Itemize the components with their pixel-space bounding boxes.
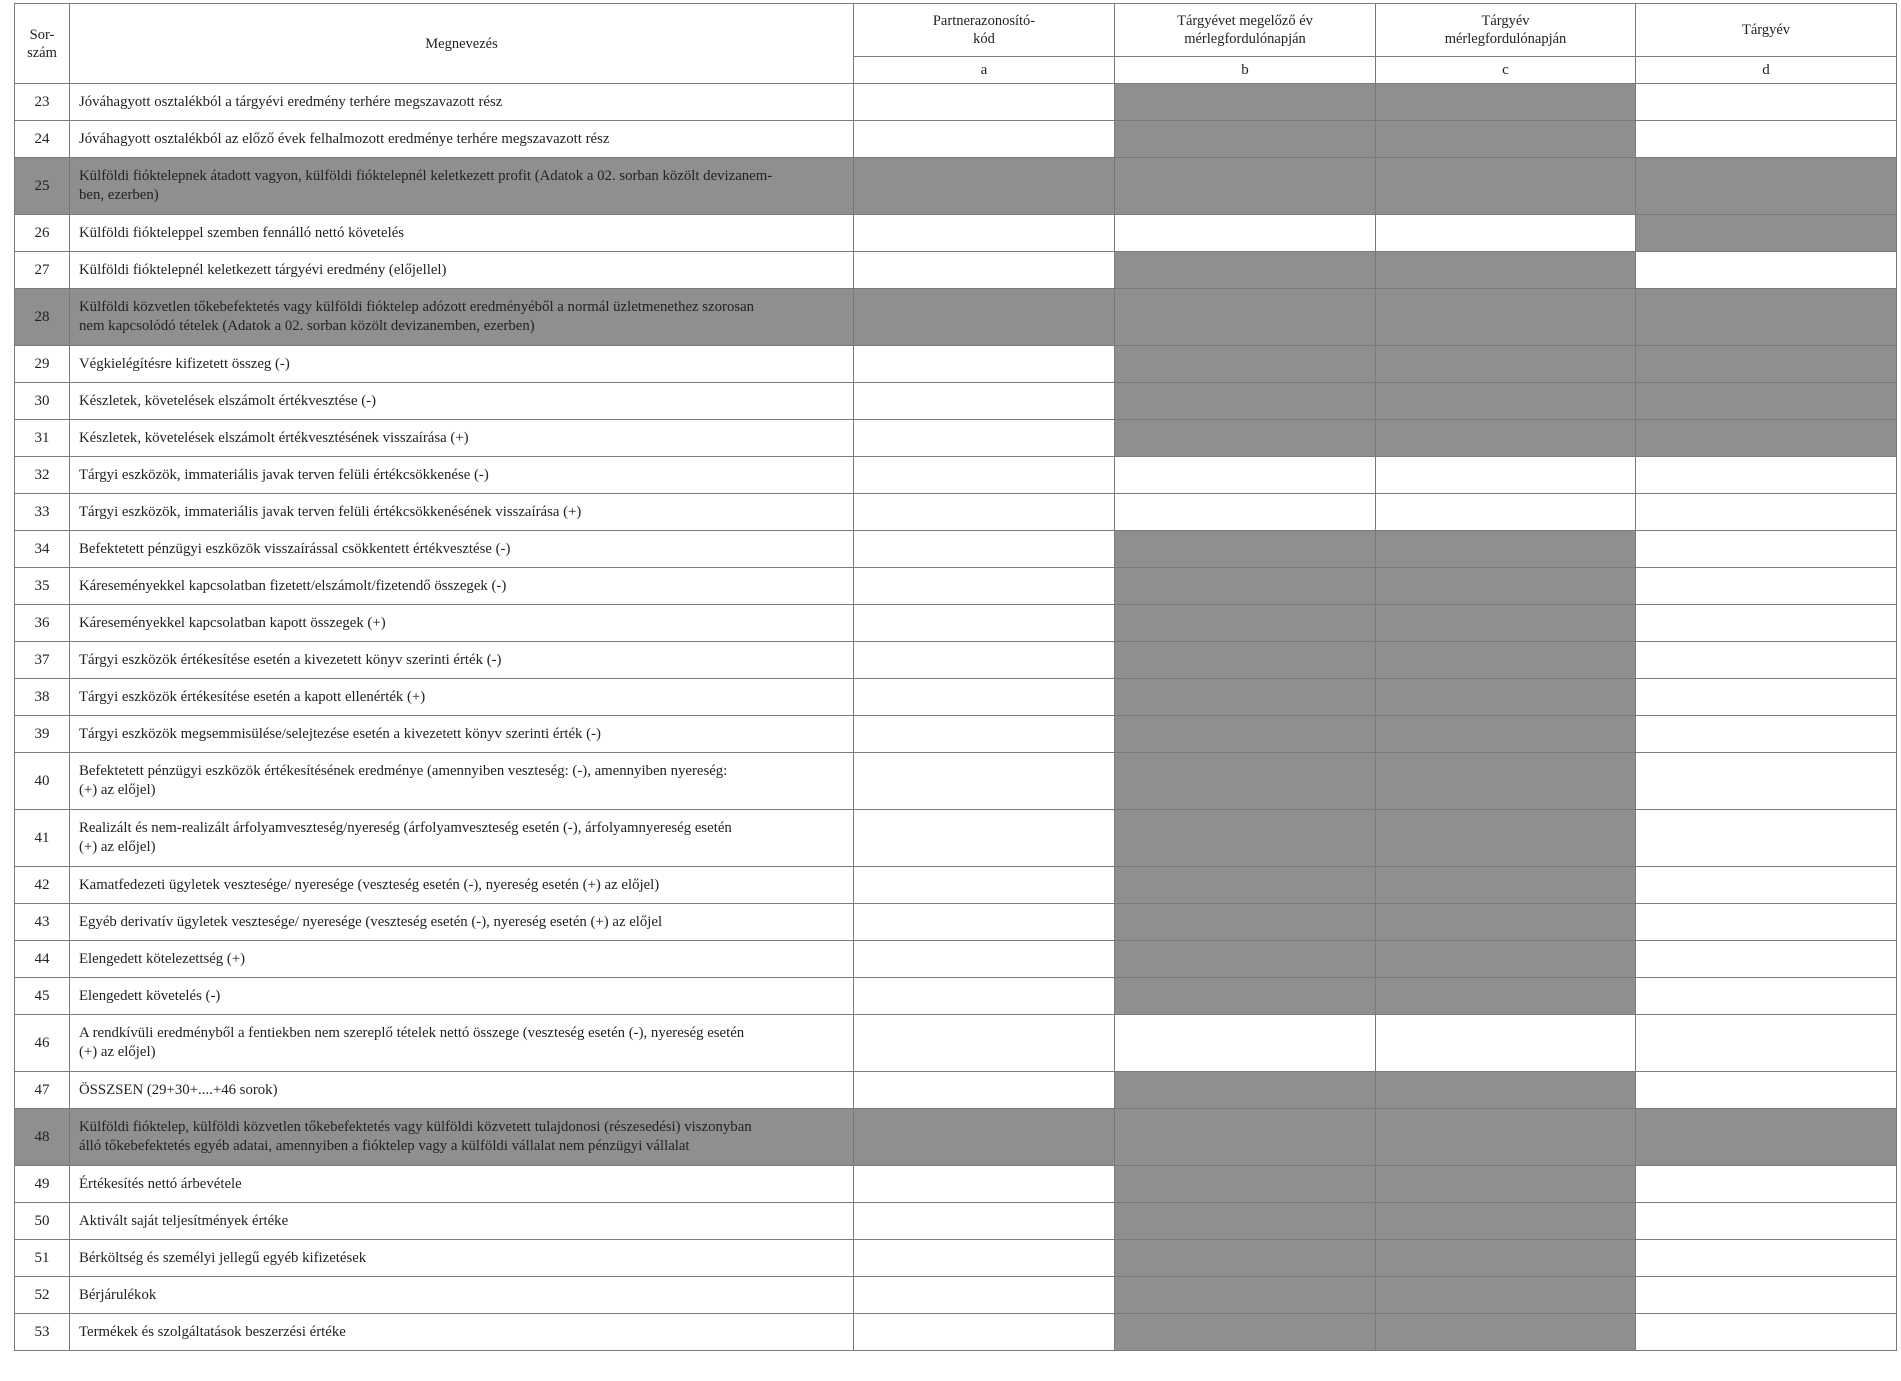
cell-col-a-input[interactable]: [854, 457, 1115, 494]
table-row: [15, 1166, 1897, 1203]
cell-col-b-shaded: [1115, 978, 1376, 1015]
row-description: Külföldi fióktelep, külföldi közvetlen tőkebefektetés vagy külföldi közvetett tulajdonosi (részesedési) viszonyban álló tőkebefektetés egyéb adatai, amennyiben a fióktelep vagy a külföldi vállalat nem pénzügyi vállalat: [70, 1109, 854, 1166]
cell-col-a-input[interactable]: [854, 84, 1115, 121]
row-number: 24: [15, 121, 70, 158]
row-number: 40: [15, 753, 70, 810]
row-number: 39: [15, 716, 70, 753]
table-row: [15, 1277, 1897, 1314]
cell-col-a-input[interactable]: [854, 753, 1115, 810]
row-description: Befektetett pénzügyi eszközök visszaírással csökkentett értékvesztése (-): [70, 531, 854, 568]
header-col-d: Tárgyév: [1636, 4, 1897, 57]
row-description: A rendkívüli eredményből a fentiekben nem szereplő tételek nettó összege (veszteség esetén (-), nyereség esetén (+) az előjel): [70, 1015, 854, 1072]
row-description: Kamatfedezeti ügyletek vesztesége/ nyeresége (veszteség esetén (-), nyereség esetén (+) az előjel): [70, 867, 854, 904]
table-row: [15, 904, 1897, 941]
cell-col-d-input[interactable]: [1636, 531, 1897, 568]
cell-col-a-input[interactable]: [854, 978, 1115, 1015]
cell-col-b-shaded: [1115, 867, 1376, 904]
cell-col-b-input[interactable]: [1115, 1015, 1376, 1072]
row-description: Tárgyi eszközök értékesítése esetén a kivezetett könyv szerinti érték (-): [70, 642, 854, 679]
cell-col-a-input[interactable]: [854, 383, 1115, 420]
cell-col-b-input[interactable]: [1115, 494, 1376, 531]
row-description: Tárgyi eszközök értékesítése esetén a kapott ellenérték (+): [70, 679, 854, 716]
cell-col-a-input[interactable]: [854, 1166, 1115, 1203]
table-row: [15, 215, 1897, 252]
header-description: Megnevezés: [70, 4, 854, 84]
table-row: [15, 383, 1897, 420]
cell-col-b-shaded: [1115, 1072, 1376, 1109]
table-row: [15, 810, 1897, 867]
cell-col-a-input[interactable]: [854, 215, 1115, 252]
cell-col-c-shaded: [1376, 1203, 1636, 1240]
cell-col-d-input[interactable]: [1636, 457, 1897, 494]
cell-col-c-shaded: [1376, 1277, 1636, 1314]
cell-col-b-shaded: [1115, 289, 1376, 346]
row-number: 34: [15, 531, 70, 568]
cell-col-c-shaded: [1376, 1166, 1636, 1203]
cell-col-d-input[interactable]: [1636, 1240, 1897, 1277]
cell-col-d-input[interactable]: [1636, 679, 1897, 716]
cell-col-c-shaded: [1376, 289, 1636, 346]
table-row: [15, 457, 1897, 494]
row-number: 28: [15, 289, 70, 346]
row-number: 38: [15, 679, 70, 716]
cell-col-a-shaded: [854, 1109, 1115, 1166]
cell-col-d-input[interactable]: [1636, 121, 1897, 158]
header-col-a: Partnerazonosító- kód: [854, 4, 1115, 57]
table-row: [15, 568, 1897, 605]
cell-col-b-shaded: [1115, 568, 1376, 605]
cell-col-a-input[interactable]: [854, 420, 1115, 457]
header-letter-d: d: [1636, 57, 1897, 84]
cell-col-a-input[interactable]: [854, 1072, 1115, 1109]
cell-col-a-input[interactable]: [854, 941, 1115, 978]
cell-col-c-input[interactable]: [1376, 457, 1636, 494]
cell-col-b-input[interactable]: [1115, 457, 1376, 494]
cell-col-d-input[interactable]: [1636, 84, 1897, 121]
row-number: 41: [15, 810, 70, 867]
row-number: 35: [15, 568, 70, 605]
cell-col-b-shaded: [1115, 346, 1376, 383]
header-row-number: Sor- szám: [15, 4, 70, 84]
cell-col-b-shaded: [1115, 252, 1376, 289]
row-description: Bérjárulékok: [70, 1277, 854, 1314]
cell-col-c-shaded: [1376, 1109, 1636, 1166]
row-description: Realizált és nem-realizált árfolyamveszteség/nyereség (árfolyamveszteség esetén (-), árfolyamnyereség esetén (+) az előjel): [70, 810, 854, 867]
row-number: 46: [15, 1015, 70, 1072]
cell-col-d-shaded: [1636, 383, 1897, 420]
row-number: 26: [15, 215, 70, 252]
header-letter-b: b: [1115, 57, 1376, 84]
cell-col-a-shaded: [854, 289, 1115, 346]
cell-col-c-shaded: [1376, 1240, 1636, 1277]
table-row: [15, 1015, 1897, 1072]
cell-col-c-shaded: [1376, 84, 1636, 121]
cell-col-d-input[interactable]: [1636, 941, 1897, 978]
cell-col-d-input[interactable]: [1636, 1277, 1897, 1314]
row-number: 29: [15, 346, 70, 383]
row-description: Egyéb derivatív ügyletek vesztesége/ nyeresége (veszteség esetén (-), nyereség esetén (+) az előjel: [70, 904, 854, 941]
cell-col-a-shaded: [854, 158, 1115, 215]
row-number: 48: [15, 1109, 70, 1166]
row-number: 42: [15, 867, 70, 904]
row-description: Értékesítés nettó árbevétele: [70, 1166, 854, 1203]
cell-col-d-input[interactable]: [1636, 568, 1897, 605]
table-row: [15, 605, 1897, 642]
cell-col-c-shaded: [1376, 383, 1636, 420]
cell-col-d-input[interactable]: [1636, 1166, 1897, 1203]
cell-col-d-shaded: [1636, 420, 1897, 457]
row-description: Termékek és szolgáltatások beszerzési értéke: [70, 1314, 854, 1351]
table-row: [15, 346, 1897, 383]
cell-col-c-shaded: [1376, 252, 1636, 289]
row-description: Aktivált saját teljesítmények értéke: [70, 1203, 854, 1240]
cell-col-d-shaded: [1636, 1109, 1897, 1166]
cell-col-c-shaded: [1376, 605, 1636, 642]
cell-col-c-input[interactable]: [1376, 494, 1636, 531]
row-description: Elengedett követelés (-): [70, 978, 854, 1015]
row-number: 32: [15, 457, 70, 494]
cell-col-b-shaded: [1115, 383, 1376, 420]
row-number: 36: [15, 605, 70, 642]
cell-col-a-input[interactable]: [854, 904, 1115, 941]
cell-col-b-shaded: [1115, 941, 1376, 978]
cell-col-b-shaded: [1115, 1203, 1376, 1240]
cell-col-b-shaded: [1115, 753, 1376, 810]
row-description: Jóváhagyott osztalékból a tárgyévi eredmény terhére megszavazott rész: [70, 84, 854, 121]
table-row: [15, 252, 1897, 289]
row-description: Végkielégítésre kifizetett összeg (-): [70, 346, 854, 383]
table-row: [15, 1314, 1897, 1351]
cell-col-d-input[interactable]: [1636, 1015, 1897, 1072]
cell-col-d-input[interactable]: [1636, 252, 1897, 289]
table-row: [15, 941, 1897, 978]
row-description: Jóváhagyott osztalékból az előző évek felhalmozott eredménye terhére megszavazott rész: [70, 121, 854, 158]
cell-col-a-input[interactable]: [854, 605, 1115, 642]
cell-col-a-input[interactable]: [854, 1015, 1115, 1072]
cell-col-c-shaded: [1376, 158, 1636, 215]
row-description: Külföldi fiókteleppel szemben fennálló nettó követelés: [70, 215, 854, 252]
cell-col-b-shaded: [1115, 642, 1376, 679]
cell-col-b-shaded: [1115, 1166, 1376, 1203]
cell-col-c-shaded: [1376, 679, 1636, 716]
row-description: Elengedett kötelezettség (+): [70, 941, 854, 978]
cell-col-d-input[interactable]: [1636, 642, 1897, 679]
cell-col-c-shaded: [1376, 978, 1636, 1015]
cell-col-c-shaded: [1376, 1314, 1636, 1351]
cell-col-d-input[interactable]: [1636, 904, 1897, 941]
cell-col-d-input[interactable]: [1636, 753, 1897, 810]
cell-col-a-input[interactable]: [854, 568, 1115, 605]
cell-col-b-shaded: [1115, 121, 1376, 158]
header-letter-a: a: [854, 57, 1115, 84]
cell-col-b-shaded: [1115, 1277, 1376, 1314]
table-row: [15, 1203, 1897, 1240]
table-row: [15, 420, 1897, 457]
row-description: ÖSSZSEN (29+30+....+46 sorok): [70, 1072, 854, 1109]
cell-col-c-shaded: [1376, 346, 1636, 383]
row-number: 51: [15, 1240, 70, 1277]
row-number: 45: [15, 978, 70, 1015]
row-number: 44: [15, 941, 70, 978]
row-number: 47: [15, 1072, 70, 1109]
cell-col-c-shaded: [1376, 121, 1636, 158]
cell-col-c-input[interactable]: [1376, 1015, 1636, 1072]
cell-col-c-shaded: [1376, 420, 1636, 457]
row-description: Külföldi fióktelepnél keletkezett tárgyévi eredmény (előjellel): [70, 252, 854, 289]
cell-col-b-shaded: [1115, 1109, 1376, 1166]
cell-col-d-shaded: [1636, 289, 1897, 346]
table-row: [15, 1072, 1897, 1109]
row-description: Készletek, követelések elszámolt értékvesztése (-): [70, 383, 854, 420]
header-row: [15, 4, 1897, 57]
cell-col-d-input[interactable]: [1636, 810, 1897, 867]
cell-col-a-input[interactable]: [854, 1314, 1115, 1351]
cell-col-b-shaded: [1115, 158, 1376, 215]
cell-col-b-shaded: [1115, 810, 1376, 867]
table-row: [15, 494, 1897, 531]
table-row: [15, 642, 1897, 679]
table-row: [15, 679, 1897, 716]
cell-col-a-input[interactable]: [854, 531, 1115, 568]
row-number: 50: [15, 1203, 70, 1240]
cell-col-b-shaded: [1115, 904, 1376, 941]
cell-col-c-shaded: [1376, 1072, 1636, 1109]
cell-col-a-input[interactable]: [854, 716, 1115, 753]
table-row: [15, 1240, 1897, 1277]
cell-col-a-input[interactable]: [854, 1240, 1115, 1277]
row-number: 49: [15, 1166, 70, 1203]
cell-col-a-input[interactable]: [854, 642, 1115, 679]
table-row: [15, 978, 1897, 1015]
table-row: [15, 1109, 1897, 1166]
cell-col-d-input[interactable]: [1636, 716, 1897, 753]
cell-col-d-shaded: [1636, 346, 1897, 383]
cell-col-a-input[interactable]: [854, 810, 1115, 867]
row-description: Készletek, követelések elszámolt értékvesztésének visszaírása (+): [70, 420, 854, 457]
cell-col-d-input[interactable]: [1636, 605, 1897, 642]
cell-col-d-shaded: [1636, 215, 1897, 252]
row-number: 30: [15, 383, 70, 420]
cell-col-c-shaded: [1376, 716, 1636, 753]
table-row: [15, 867, 1897, 904]
data-form-table: [14, 3, 1897, 1351]
cell-col-c-shaded: [1376, 568, 1636, 605]
cell-col-c-shaded: [1376, 867, 1636, 904]
row-number: 23: [15, 84, 70, 121]
cell-col-c-shaded: [1376, 642, 1636, 679]
cell-col-d-input[interactable]: [1636, 1314, 1897, 1351]
row-number: 33: [15, 494, 70, 531]
cell-col-c-shaded: [1376, 753, 1636, 810]
cell-col-a-input[interactable]: [854, 494, 1115, 531]
row-description: Tárgyi eszközök, immateriális javak terven felüli értékcsökkenése (-): [70, 457, 854, 494]
row-description: Tárgyi eszközök, immateriális javak terven felüli értékcsökkenésének visszaírása (+): [70, 494, 854, 531]
cell-col-c-shaded: [1376, 904, 1636, 941]
row-description: Külföldi fióktelepnek átadott vagyon, külföldi fióktelepnél keletkezett profit (Adatok a 02. sorban közölt devizanem- ben, ezerben): [70, 158, 854, 215]
table-row: [15, 158, 1897, 215]
header-letter-c: c: [1376, 57, 1636, 84]
cell-col-a-input[interactable]: [854, 1203, 1115, 1240]
cell-col-b-shaded: [1115, 84, 1376, 121]
cell-col-a-input[interactable]: [854, 1277, 1115, 1314]
cell-col-c-input[interactable]: [1376, 215, 1636, 252]
cell-col-b-input[interactable]: [1115, 215, 1376, 252]
cell-col-a-input[interactable]: [854, 252, 1115, 289]
table-row: [15, 289, 1897, 346]
cell-col-c-shaded: [1376, 810, 1636, 867]
cell-col-c-shaded: [1376, 941, 1636, 978]
cell-col-a-input[interactable]: [854, 867, 1115, 904]
row-number: 25: [15, 158, 70, 215]
row-number: 43: [15, 904, 70, 941]
table-body: [15, 84, 1897, 1351]
row-description: Befektetett pénzügyi eszközök értékesítésének eredménye (amennyiben veszteség: (-), amennyiben nyereség: (+) az előjel): [70, 753, 854, 810]
table-row: [15, 716, 1897, 753]
cell-col-a-input[interactable]: [854, 679, 1115, 716]
cell-col-d-input[interactable]: [1636, 978, 1897, 1015]
table-row: [15, 531, 1897, 568]
row-description: Bérköltség és személyi jellegű egyéb kifizetések: [70, 1240, 854, 1277]
cell-col-b-shaded: [1115, 605, 1376, 642]
cell-col-d-input[interactable]: [1636, 867, 1897, 904]
cell-col-b-shaded: [1115, 1314, 1376, 1351]
row-description: Káreseményekkel kapcsolatban fizetett/elszámolt/fizetendő összegek (-): [70, 568, 854, 605]
table-row: [15, 753, 1897, 810]
row-number: 52: [15, 1277, 70, 1314]
row-number: 53: [15, 1314, 70, 1351]
cell-col-b-shaded: [1115, 1240, 1376, 1277]
cell-col-d-input[interactable]: [1636, 494, 1897, 531]
row-number: 27: [15, 252, 70, 289]
cell-col-a-input[interactable]: [854, 346, 1115, 383]
cell-col-b-shaded: [1115, 420, 1376, 457]
cell-col-b-shaded: [1115, 679, 1376, 716]
cell-col-b-shaded: [1115, 716, 1376, 753]
row-description: Káreseményekkel kapcsolatban kapott összegek (+): [70, 605, 854, 642]
table-row: [15, 121, 1897, 158]
header-col-c: Tárgyév mérlegfordulónapján: [1376, 4, 1636, 57]
row-description: Külföldi közvetlen tőkebefektetés vagy külföldi fióktelep adózott eredményéből a normál üzletmenethez szorosan nem kapcsolódó tételek (Adatok a 02. sorban közölt devizanemben, ezerben): [70, 289, 854, 346]
row-number: 37: [15, 642, 70, 679]
table-row: [15, 84, 1897, 121]
cell-col-d-shaded: [1636, 158, 1897, 215]
cell-col-d-input[interactable]: [1636, 1203, 1897, 1240]
cell-col-d-input[interactable]: [1636, 1072, 1897, 1109]
cell-col-b-shaded: [1115, 531, 1376, 568]
cell-col-a-input[interactable]: [854, 121, 1115, 158]
row-description: Tárgyi eszközök megsemmisülése/selejtezése esetén a kivezetett könyv szerinti érték (-): [70, 716, 854, 753]
cell-col-c-shaded: [1376, 531, 1636, 568]
header-col-b: Tárgyévet megelőző év mérlegfordulónapján: [1115, 4, 1376, 57]
row-number: 31: [15, 420, 70, 457]
